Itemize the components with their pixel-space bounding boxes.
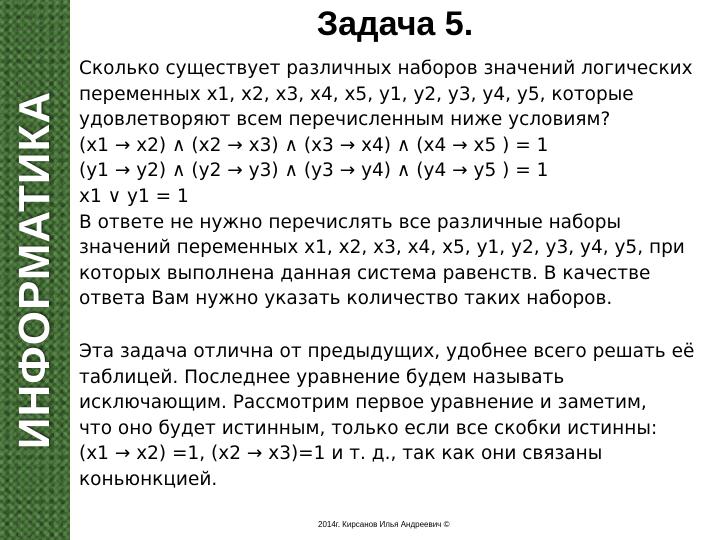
footer-credit: 2014г. Кирсанов Илья Андреевич © xyxy=(318,520,450,529)
equation-line: x1 ∨ y1 = 1 xyxy=(79,185,189,207)
task-line: В ответе не нужно перечислять все различные наборы xyxy=(79,211,622,233)
solution-line: Эта задача отлична от предыдущих, удобнее всего решать её xyxy=(79,340,695,362)
sidebar-title: ИНФОРМАТИКА xyxy=(10,90,59,450)
task-line: значений переменных x1, x2, x3, x4, x5, y1, y2, y3, y4, y5, при xyxy=(79,237,685,259)
solution-line: (x1 → x2) =1, (x2 → x3)=1 и т. д., так как они связаны xyxy=(79,443,603,465)
task-line: Сколько существует различных наборов значений логических xyxy=(79,58,693,79)
solution-text xyxy=(79,339,715,493)
sidebar-banner xyxy=(0,0,70,540)
solution-line: что оно будет истинным, только если все скобки истинны: xyxy=(79,417,658,439)
solution-line: таблицей. Последнее уравнение будем называть xyxy=(79,366,565,388)
paragraph-gap xyxy=(79,312,715,339)
task-text xyxy=(79,56,715,312)
task-line: которых выполнена данная система равенств. В качестве xyxy=(79,262,651,284)
slide-title: Задача 5. xyxy=(316,5,474,43)
solution-line: исключающим. Рассмотрим первое уравнение и заметим, xyxy=(79,392,647,414)
task-line: ответа Вам нужно указать количество таких наборов. xyxy=(79,288,613,310)
solution-line: коньюнкцией. xyxy=(79,468,218,490)
equation-line: (y1 → y2) ∧ (y2 → y3) ∧ (y3 → y4) ∧ (y4 → y5 ) = 1 xyxy=(79,160,549,182)
equation-line: (x1 → x2) ∧ (x2 → x3) ∧ (x3 → x4) ∧ (x4 → x5 ) = 1 xyxy=(79,134,549,156)
task-line: переменных x1, x2, x3, x4, x5, y1, y2, y3, y4, y5, которые xyxy=(79,83,634,105)
slide-content xyxy=(79,56,715,493)
task-line: удовлетворяют всем перечисленным ниже условиям? xyxy=(79,109,611,131)
